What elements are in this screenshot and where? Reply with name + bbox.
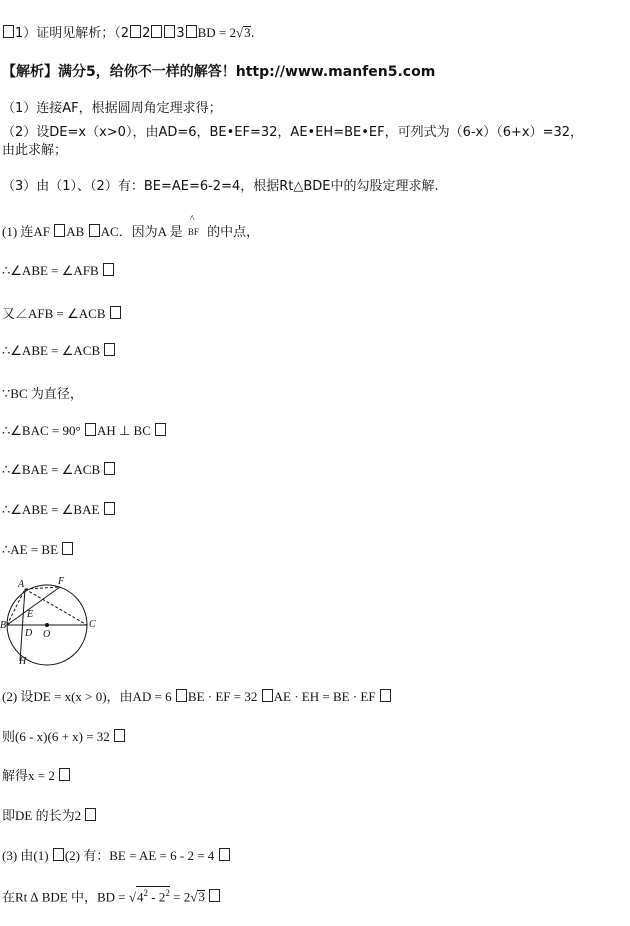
- step-6-text-b: AH ⊥ BC: [96, 423, 151, 438]
- sqrt-symbol: √: [236, 25, 244, 40]
- garbled-box-icon: [114, 729, 125, 742]
- answer-bd-radicand: 3: [244, 25, 251, 40]
- garbled-box-icon: [262, 689, 273, 702]
- step-5-text: ∵BC 为直径，: [2, 386, 83, 401]
- part2-eq: 则(6 - x)(6 + x) = 32: [2, 729, 110, 744]
- step-1-text-b: AB: [66, 224, 85, 239]
- label-b: B: [0, 620, 7, 631]
- hint-2-cont: 由此求解；: [2, 143, 68, 158]
- label-e: E: [27, 609, 34, 620]
- answer-end: .: [250, 26, 255, 41]
- answer-bd-expr: BD = 2: [197, 25, 237, 40]
- garbled-box-icon: [130, 25, 141, 38]
- part2-text-c: AE · EH = BE · EF: [273, 689, 376, 704]
- garbled-box-icon: [209, 889, 220, 902]
- hint-1: （1）连接AF，根据圆周角定理求得；: [2, 101, 222, 116]
- step-4: [2, 343, 116, 359]
- circle-geometry-figure: [0, 575, 100, 667]
- garbled-box-icon: [53, 848, 64, 861]
- radicand-4: 4: [137, 889, 144, 905]
- analysis-title: 【解析】满分5，给你不一样的解答！http://www.manfen5.com: [2, 64, 436, 80]
- label-c: C: [89, 619, 96, 630]
- part2-line-1: [2, 686, 392, 705]
- part2-solve: 解得x = 2: [2, 768, 55, 783]
- garbled-box-icon: [176, 689, 187, 702]
- step-1-text-a: (1) 连AF: [2, 224, 51, 239]
- step-5: [2, 383, 83, 402]
- step-6: [2, 423, 167, 439]
- part3-radicand: $4^2 - 2^2$: [137, 888, 170, 905]
- answer-part1: 1）证明见解析；: [15, 26, 115, 41]
- garbled-box-icon: [103, 263, 114, 276]
- step-7: [2, 462, 116, 478]
- garbled-box-icon: [151, 25, 162, 38]
- garbled-box-icon: [85, 808, 96, 821]
- garbled-box-icon: [110, 306, 121, 319]
- garbled-box-icon: [104, 343, 115, 356]
- center-point: [45, 623, 49, 627]
- chord-bf: [7, 587, 60, 625]
- part2-line-3: [2, 765, 71, 784]
- step-6-text-a: ∴∠BAC = 90°: [2, 423, 81, 438]
- part3-text-a: (3) 由(1): [2, 848, 49, 863]
- step-8-text: ∴∠ABE = ∠BAE: [2, 502, 100, 517]
- part2-line-2: [2, 726, 126, 745]
- dashed-ab: [7, 589, 25, 625]
- hint-2: （2）设DE=x（x>0），由AD=6，BE•EF=32，AE•EH=BE•EF，可列式为（6-x）（6+x）=32，: [2, 125, 584, 140]
- arc-label: BF: [187, 227, 199, 237]
- part2-result: 即DE 的长为2: [2, 808, 82, 823]
- label-o: O: [43, 629, 51, 640]
- part3-line-2: [2, 886, 221, 905]
- label-f: F: [58, 576, 65, 587]
- garbled-box-icon: [186, 25, 197, 38]
- step-2: [2, 263, 115, 279]
- hint-3: （3）由（1）、（2）有：BE=AE=6-2=4，根据Rt△BDE中的勾股定理求解.: [2, 179, 439, 194]
- dashed-af: [25, 587, 60, 589]
- garbled-box-icon: [164, 25, 175, 38]
- part3-text-b: (2) 有：BE = AE = 6 - 2 = 4: [64, 848, 215, 863]
- step-9-text: ∴AE = BE: [2, 542, 59, 557]
- arc-bf-notation: [186, 214, 204, 237]
- part3-line-1: [2, 845, 231, 864]
- part3-eq: = 2: [173, 889, 191, 905]
- part2-text-a: (2) 设DE = x(x > 0)，由AD = 6: [2, 689, 172, 704]
- step-1-text-c: AC．因为A 是: [100, 224, 183, 239]
- radicand-minus-2: - 2: [151, 889, 166, 905]
- garbled-box-icon: [104, 502, 115, 515]
- sqrt-symbol: √: [128, 889, 137, 905]
- garbled-box-icon: [3, 25, 14, 38]
- dashed-ac: [25, 589, 87, 625]
- garbled-box-icon: [54, 224, 65, 237]
- garbled-box-icon: [219, 848, 230, 861]
- part3-radicand-3: 3: [198, 889, 205, 905]
- answer-line: [2, 22, 255, 41]
- step-1-text-d: 的中点，: [207, 224, 260, 239]
- label-d: D: [25, 628, 33, 639]
- garbled-box-icon: [59, 768, 70, 781]
- part3-bd-label: 在Rt ∆ BDE 中，BD =: [2, 889, 126, 905]
- answer-part3-label: 3: [176, 26, 185, 41]
- label-h: H: [19, 656, 27, 667]
- answer-part2-mid: 2: [142, 26, 151, 41]
- step-2-text: ∴∠ABE = ∠AFB: [2, 263, 99, 278]
- garbled-box-icon: [89, 224, 100, 237]
- part2-line-4: [2, 805, 97, 824]
- step-3: [2, 303, 122, 322]
- garbled-box-icon: [85, 423, 96, 436]
- part2-text-b: BE · EF = 32: [187, 689, 258, 704]
- step-1: [2, 214, 260, 240]
- step-8: [2, 502, 116, 518]
- label-a: A: [18, 579, 25, 590]
- garbled-box-icon: [380, 689, 391, 702]
- step-4-text: ∴∠ABE = ∠ACB: [2, 343, 101, 358]
- garbled-box-icon: [155, 423, 166, 436]
- arc-hat-icon: ^: [189, 214, 195, 225]
- sqrt-symbol: √: [190, 889, 198, 905]
- garbled-box-icon: [62, 542, 73, 555]
- answer-part2-prefix: （2: [114, 26, 130, 41]
- step-9: [2, 542, 74, 558]
- step-7-text: ∴∠BAE = ∠ACB: [2, 462, 101, 477]
- garbled-box-icon: [104, 462, 115, 475]
- step-3-text: 又∠AFB = ∠ACB: [2, 306, 106, 321]
